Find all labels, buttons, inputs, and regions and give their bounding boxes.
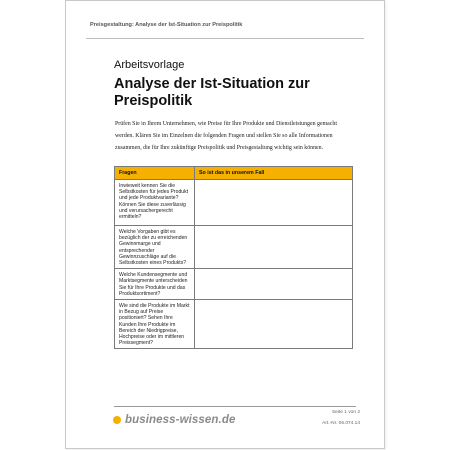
logo-dot-icon (113, 416, 121, 424)
page-number: Seite 1 von 2 (331, 410, 360, 415)
running-header: Preisgestaltung: Analyse der Ist-Situation zur Preispolitik (90, 22, 243, 28)
document-type-label: Arbeitsvorlage (114, 59, 185, 71)
question-cell: Welche Kundensegmente und Marktsegmente unterscheiden Sie für Ihre Produkte und das Produktsortiment? (115, 269, 195, 300)
document-title: Analyse der Ist-Situation zur Preispolitik (114, 76, 310, 109)
table-header-row (115, 167, 353, 180)
questions-table (114, 166, 353, 349)
header-divider (86, 38, 364, 39)
column-header-answers: So ist das in unserem Fall (195, 167, 353, 180)
question-cell: Wie sind die Produkte im Markt in Bezug auf Preise positioniert? Sehen Ihre Kunden Ihre Produkte im Bereich der Niedrigpreise, Hochpreise oder im mittleren Preissegment? (115, 300, 195, 349)
document-page (65, 0, 385, 449)
question-cell: Inwieweit kennen Sie die Selbstkosten für jedes Produkt und jede Produktvariante? Können Sie diese zuverlässig und verursachergerecht ermitteln? (115, 180, 195, 226)
logo-text: business-wissen.de (125, 414, 236, 426)
intro-paragraph: Prüfen Sie in Ihrem Unternehmen, wie Preise für Ihre Produkte und Dienstleistungen gemacht werden. Klären Sie im Einzelnen die folgenden Fragen und stellen Sie so alle Informationen zusammen, die für Ihre zukünftige Preispolitik und Preisgestaltung wichtig sein können. (115, 121, 337, 152)
table-row (115, 269, 353, 300)
article-number: Art.-Nr. 06.074.14 (322, 421, 360, 426)
question-cell: Welche Vorgaben gibt es bezüglich der zu erreichenden Gewinnmarge und entsprechender Gewinnzuschläge auf die Selbstkosten eines Produkts? (115, 226, 195, 269)
answer-cell[interactable] (195, 300, 353, 349)
footer-divider (114, 406, 356, 407)
answer-cell[interactable] (195, 180, 353, 226)
table-row (115, 300, 353, 349)
answer-cell[interactable] (195, 226, 353, 269)
table-row (115, 226, 353, 269)
table-row (115, 180, 353, 226)
answer-cell[interactable] (195, 269, 353, 300)
column-header-questions: Fragen (115, 167, 195, 180)
brand-logo (113, 414, 235, 426)
